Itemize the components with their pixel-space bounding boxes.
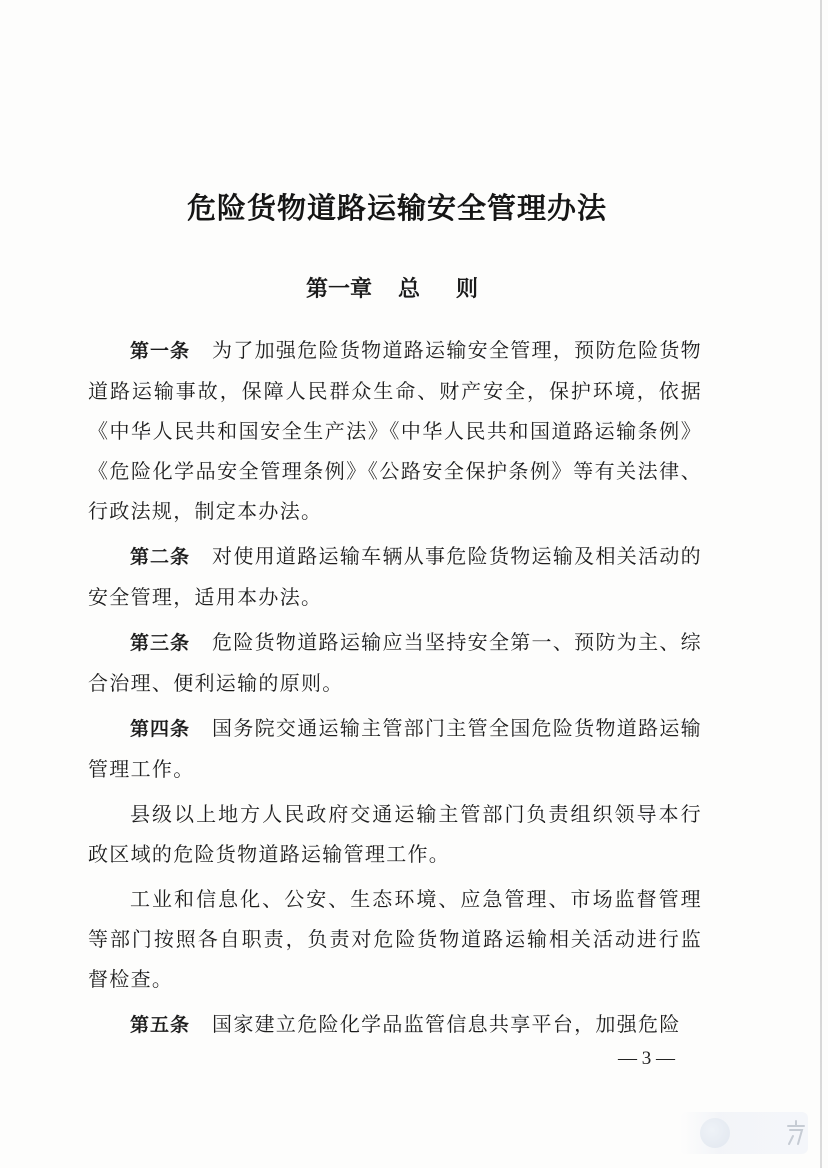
chapter-label: 第一章 (306, 276, 373, 302)
article-text: 国务院交通运输主管部门主管全国危险货物道路运输管理工作。 (88, 716, 702, 781)
paragraph-article-2 (88, 536, 702, 617)
paragraph-article-4-clause-2 (88, 794, 702, 874)
watermark-logo-icon (700, 1118, 730, 1148)
article-number: 第四条 (130, 718, 191, 740)
paragraph-article-4-clause-3 (88, 879, 702, 999)
chapter-title-char-2: 则 (456, 276, 479, 302)
article-text: 工业和信息化、公安、生态环境、应急管理、市场监督管理等部门按照各自职责，负责对危险货物道路运输相关活动进行监督检查。 (88, 887, 702, 991)
document-body (88, 330, 702, 1050)
article-number: 第五条 (130, 1014, 191, 1036)
article-number: 第三条 (130, 632, 191, 654)
paragraph-article-1 (88, 330, 702, 531)
document-title: 危险货物道路运输安全管理办法 (186, 191, 607, 225)
article-number: 第二条 (130, 546, 191, 568)
paragraph-article-5 (88, 1004, 702, 1045)
watermark-glyph-icon (784, 1118, 808, 1148)
article-number: 第一条 (130, 340, 191, 362)
paragraph-article-4 (88, 708, 702, 789)
paragraph-article-3 (88, 622, 702, 703)
article-text: 对使用道路运输车辆从事危险货物运输及相关活动的安全管理，适用本办法。 (88, 544, 702, 609)
article-text: 为了加强危险货物道路运输安全管理，预防危险货物道路运输事故，保障人民群众生命、财产安全，保护环境，依据《中华人民共和国安全生产法》《中华人民共和国道路运输条例》《危险化学品安全管理条例》《公路安全保护条例》等有关法律、行政法规，制定本办法。 (88, 338, 702, 523)
article-text: 国家建立危险化学品监管信息共享平台，加强危险 (212, 1012, 681, 1036)
chapter-heading (306, 272, 496, 304)
page-edge-shadow (820, 0, 822, 1168)
article-text: 县级以上地方人民政府交通运输主管部门负责组织领导本行政区域的危险货物道路运输管理工作。 (88, 802, 702, 866)
chapter-title-char-1: 总 (398, 276, 421, 302)
article-text: 危险货物道路运输应当坚持安全第一、预防为主、综合治理、便利运输的原则。 (88, 630, 702, 695)
page-number: — 3 — (618, 1048, 675, 1069)
